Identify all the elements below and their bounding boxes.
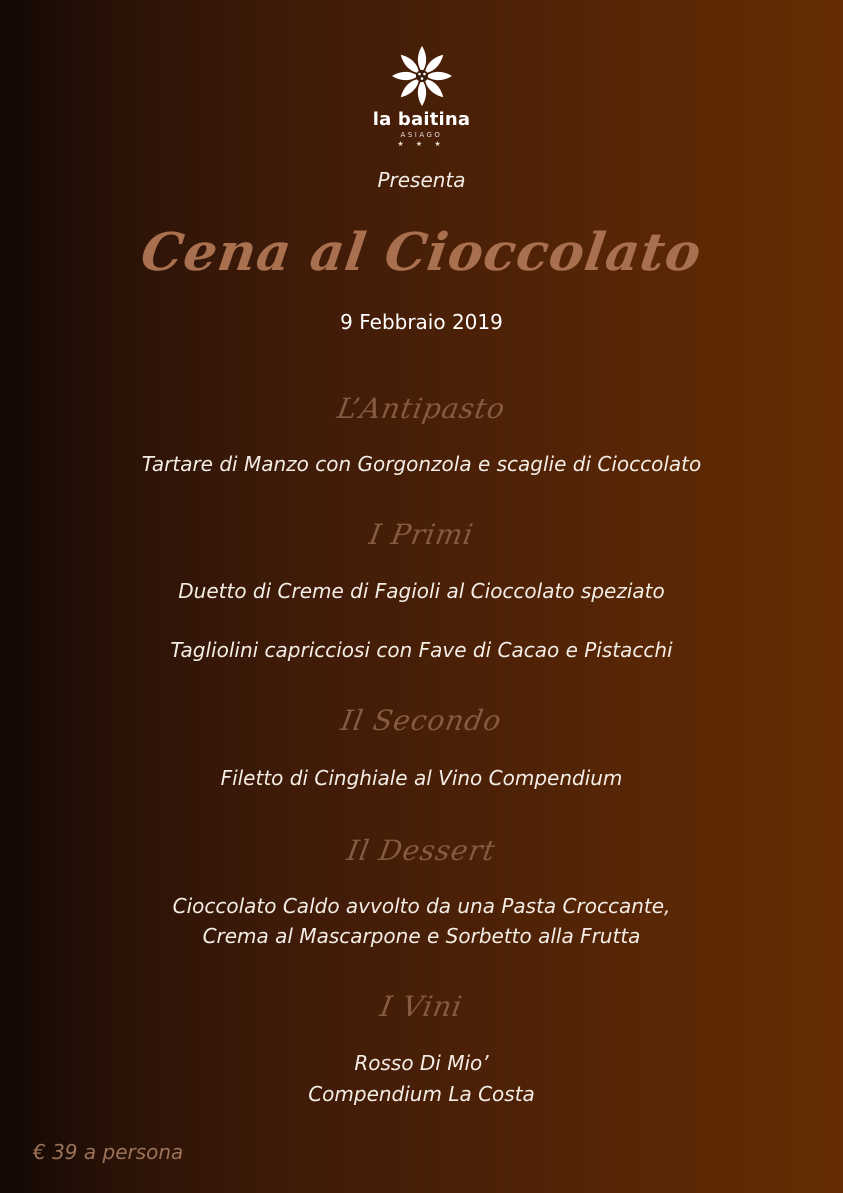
page-title: Cena al Cioccolato <box>137 222 706 283</box>
intro-text: Presenta <box>377 168 466 192</box>
brand-name: la baitina <box>372 109 471 130</box>
section-heading-primi: I Primi <box>366 518 477 551</box>
section-heading-dessert: Il Dessert <box>344 834 499 867</box>
section-heading-vini: I Vini <box>377 990 466 1023</box>
dish-item: Cioccolato Caldo avvolto da una Pasta Croccante, <box>172 894 671 918</box>
dish-item: Crema al Mascarpone e Sorbetto alla Frutta <box>202 924 641 948</box>
section-heading-antipasto: L’Antipasto <box>334 392 509 425</box>
brand-stars: ★ ★ ★ <box>397 140 446 148</box>
wine-item: Compendium La Costa <box>308 1082 535 1106</box>
brand-logo <box>0 44 843 149</box>
dish-item: Tagliolini capricciosi con Fave di Cacao e Pistacchi <box>170 638 673 662</box>
dish-item: Filetto di Cinghiale al Vino Compendium <box>220 766 623 790</box>
edelweiss-icon <box>390 44 454 108</box>
brand-location: ASIAGO <box>400 131 443 139</box>
section-heading-secondo: Il Secondo <box>338 704 505 737</box>
wine-item: Rosso Di Mio’ <box>354 1051 489 1075</box>
dish-item: Duetto di Creme di Fagioli al Cioccolato speziato <box>178 579 665 603</box>
dish-item: Tartare di Manzo con Gorgonzola e scaglie di Cioccolato <box>141 452 702 476</box>
event-date: 9 Febbraio 2019 <box>340 310 503 334</box>
price-label: € 39 a persona <box>33 1140 184 1164</box>
